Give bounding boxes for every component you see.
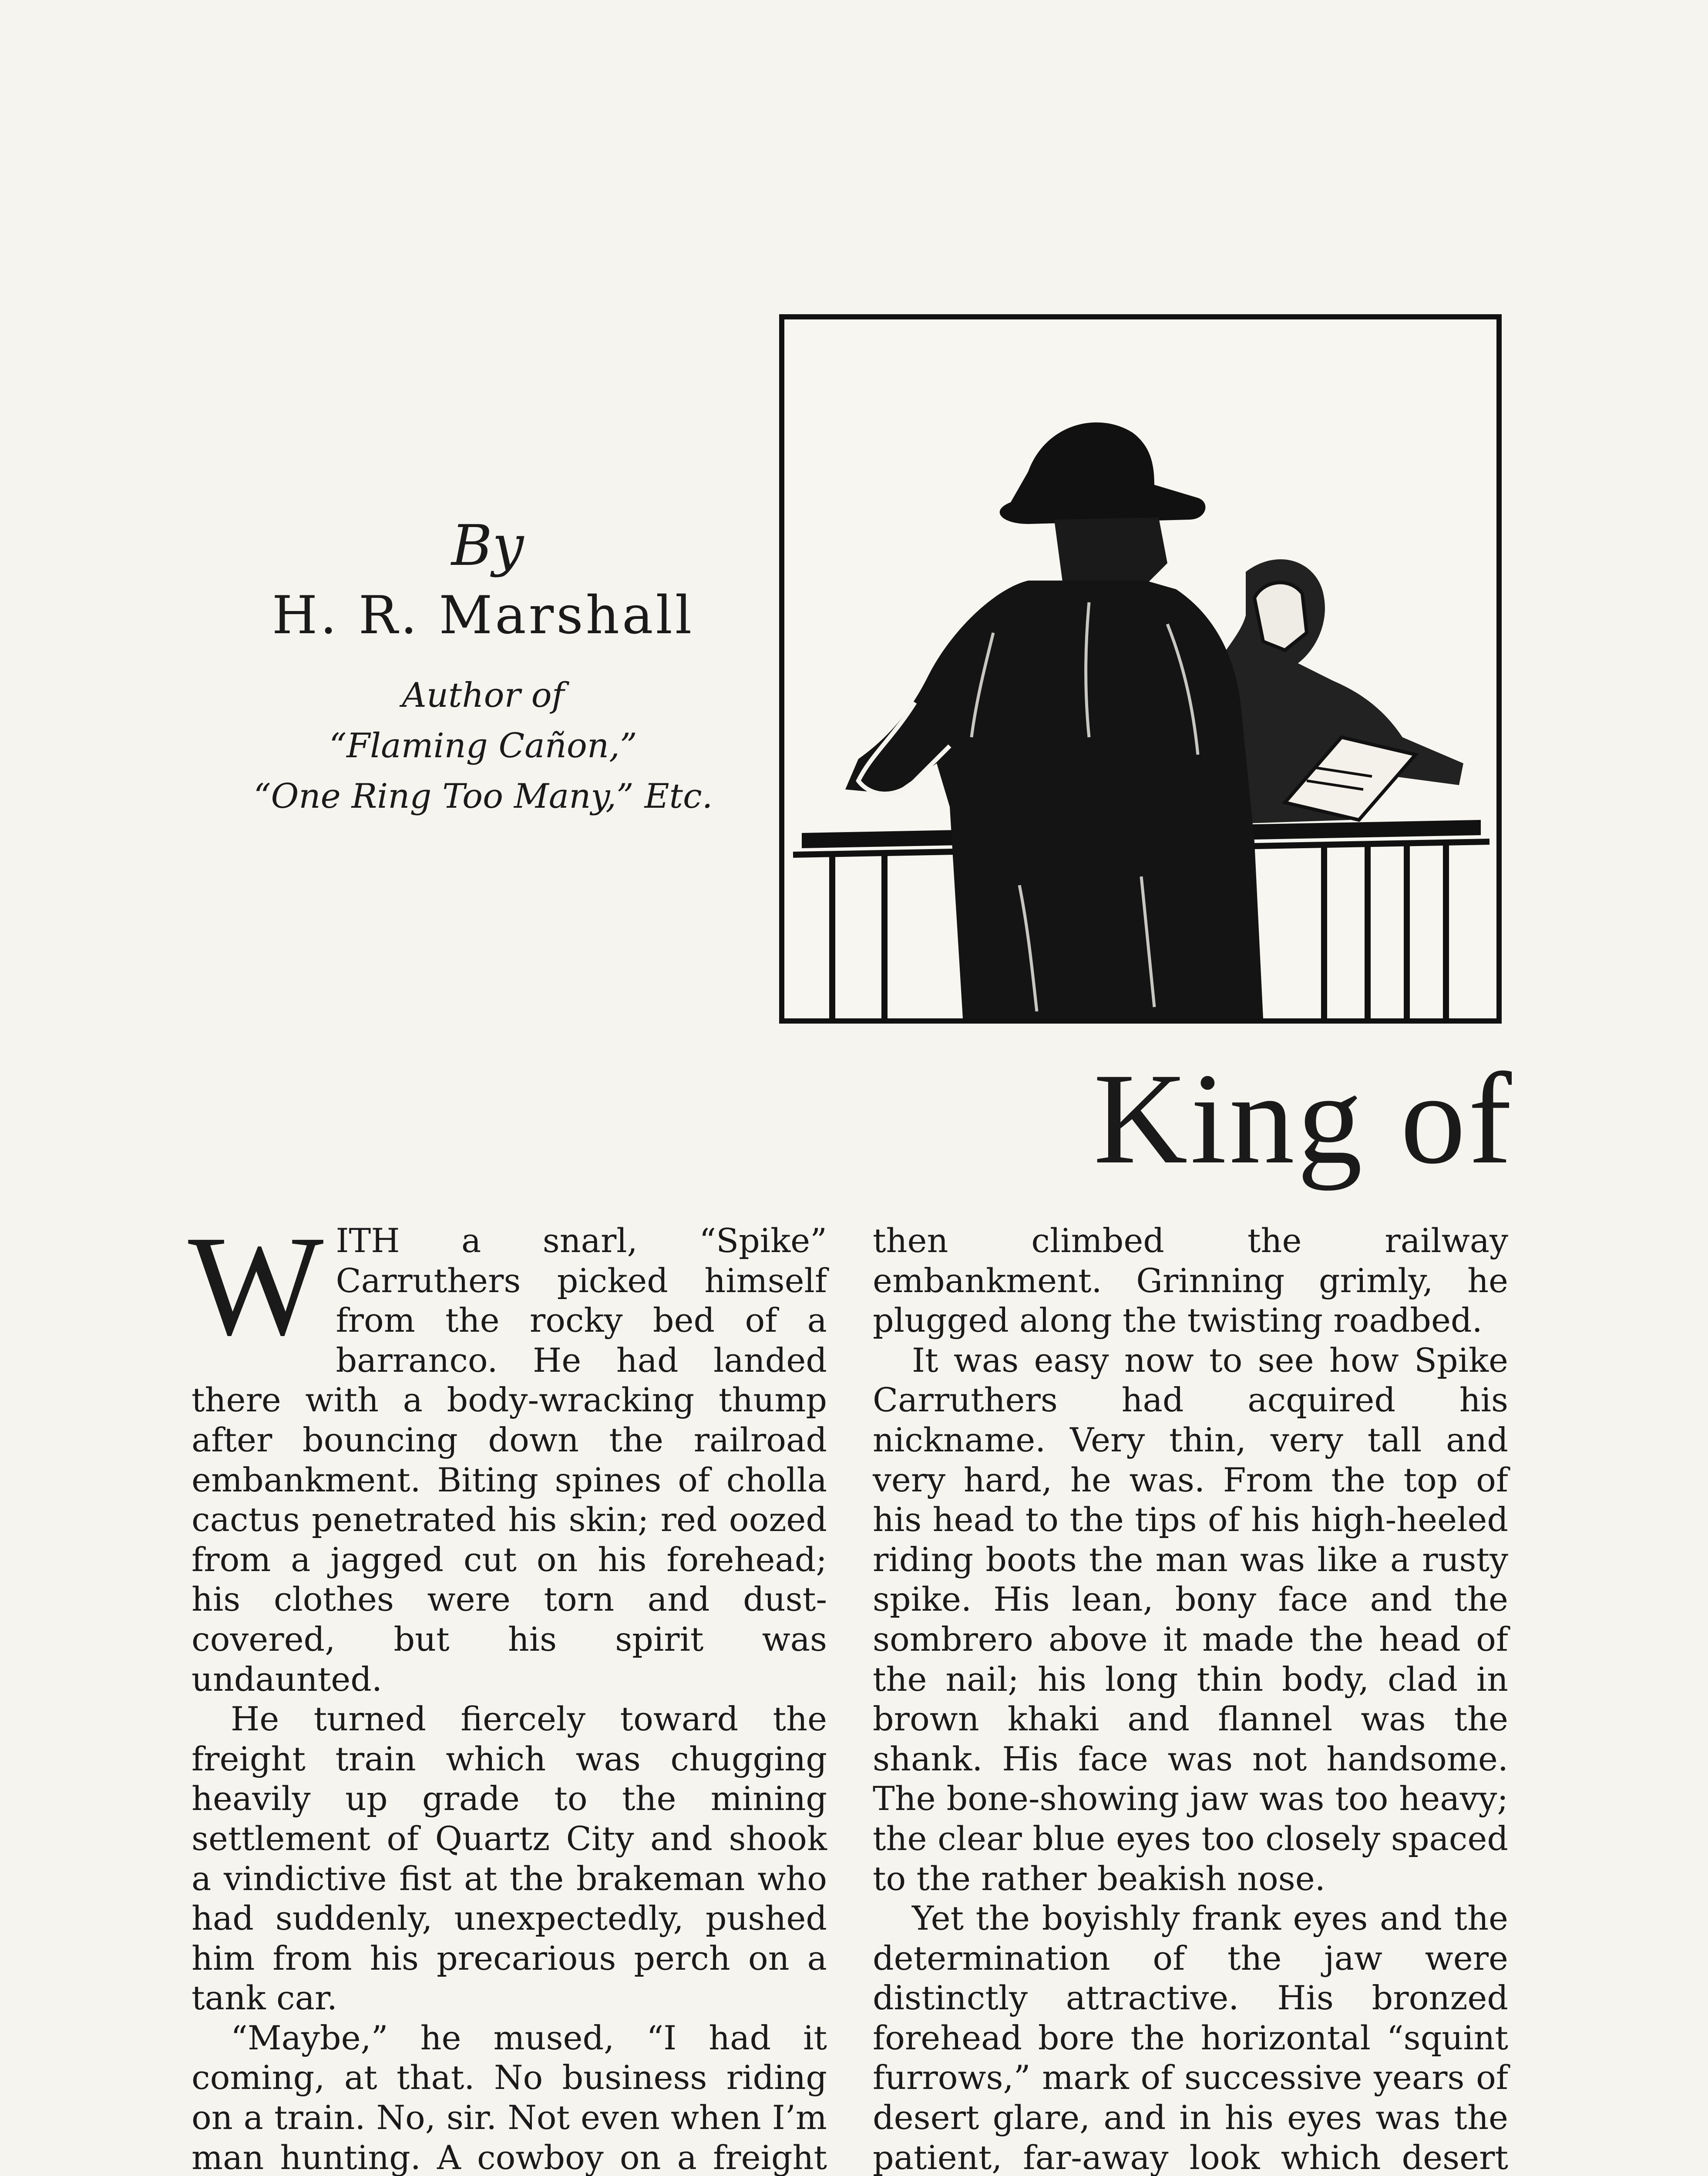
paragraph-2: He turned fiercely toward the freight train which was chugging heavily up grade to the mining settlement of Quartz City and shook a vindictive fist at the brakeman who had suddenly, unexpectedly, pushed him from his precarious perch on a tank car. [192, 1699, 827, 2018]
paragraph-1 [188, 1206, 827, 1699]
paragraph-1-text: ITH a snarl, “Spike” Carruthers picked himself from the rocky bed of a barranco. He had landed there with a body-wracking thump after bouncing down the railroad embankment. Biting spines of cholla cactus penetrated his skin; red oozed from a jagged cut on his forehead; his clothes were torn and dust-covered, but his spirit was undaunted. [192, 1221, 827, 1699]
author-of-label: Author of [402, 676, 565, 715]
credit-flaming-canon: “Flaming Cañon,” [329, 726, 637, 766]
story-illustration [779, 314, 1502, 1024]
paragraph-6: It was easy now to see how Spike Carruthers had acquired his nickname. Very thin, very tall and very hard, he was. From the top of his head to the tips of his high-heeled riding boots the man was like a rusty spike. His lean, bony face and the sombrero above it made the head of the nail; his long thin body, clad in brown khaki and flannel was the shank. His face was not handsome. The bone-showing jaw was too heavy; the clear blue eyes too closely spaced to the rather beakish nose. [873, 1340, 1508, 1898]
story-column-right [873, 1221, 1508, 2176]
author-name: H. R. Marshall [272, 585, 695, 646]
paragraph-3: “Maybe,” he mused, “I had it coming, at that. No business riding on a train. No, sir. Not even when I’m man hunting. A cowboy on a freight [192, 2018, 827, 2176]
story-column-left [188, 1206, 827, 2176]
credit-one-ring-too-many: “One Ring Too Many,” Etc. [253, 777, 713, 816]
illustration-cowboy-at-counter-icon [784, 319, 1496, 1018]
author-credits [183, 670, 783, 822]
paragraph-5: then climbed the railway embankment. Grinning grimly, he plugged along the twisting roadbed. [873, 1221, 1508, 1340]
paragraph-7: Yet the boyishly frank eyes and the determination of the jaw were distinctly attractive. His bronzed forehead bore the horizontal “squint furrows,” mark of successive years of desert glare, and in his eyes was the patient, far-away look which desert [873, 1899, 1508, 2176]
drop-cap: W [188, 1206, 324, 1365]
story-title: King of [1093, 1046, 1514, 1191]
byline-by: By [451, 514, 524, 578]
byline [183, 514, 783, 822]
